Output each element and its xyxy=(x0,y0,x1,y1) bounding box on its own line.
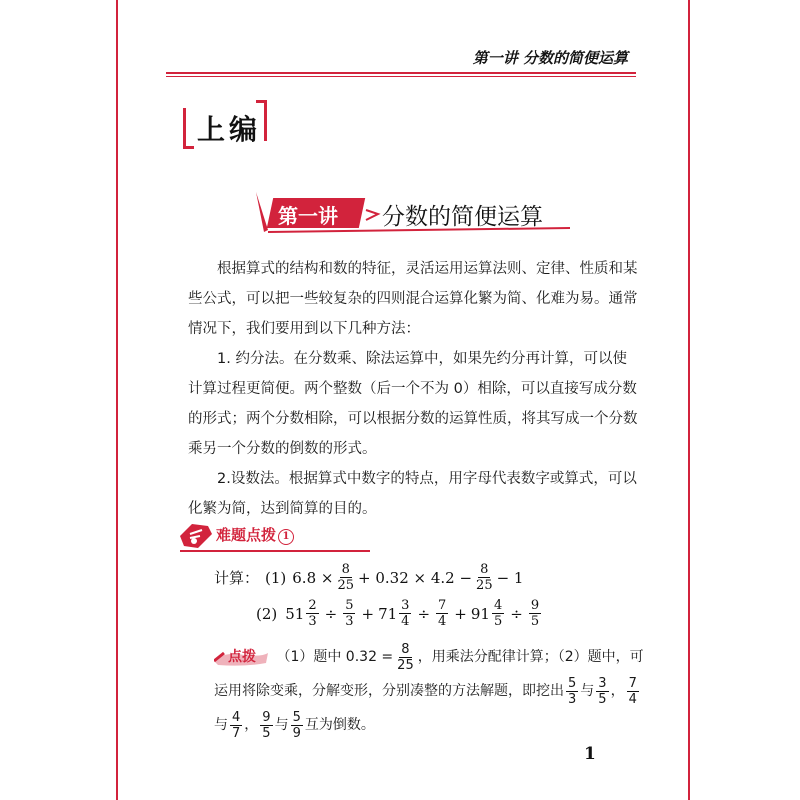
tip-number: 1 xyxy=(278,529,294,545)
problem-prefix: 计算： xyxy=(214,569,260,587)
hint-text: ，用乘法分配律计算；（2）题中，可运用将除变乘，分解变形，分别凑整的方法解题，即挖出 xyxy=(214,649,644,699)
fraction: $\frac{5}{9}$ xyxy=(292,709,301,741)
fraction: $\frac{7}{4}$ xyxy=(438,598,447,629)
section-heading xyxy=(183,100,267,148)
chapter-title xyxy=(254,188,574,238)
hint-badge xyxy=(214,646,272,668)
method-paragraph: 2.设数法。根据算式中数字的特点，用字母代表数字或算式，可以化繁为简，达到简算的目的。 xyxy=(188,471,637,517)
hint-text: 与 xyxy=(214,717,228,733)
intro-text xyxy=(188,254,638,524)
operator: ÷ xyxy=(417,604,431,623)
tip-title xyxy=(216,524,294,545)
book-page xyxy=(116,0,690,800)
fraction: $\frac{8}{25}$ xyxy=(476,562,493,593)
pen-icon xyxy=(178,520,214,550)
bracket-left-decoration xyxy=(183,108,194,149)
running-header: 第一讲 分数的简便运算 xyxy=(472,49,628,67)
math-term: 6.8 × xyxy=(292,568,334,587)
operator: ÷ xyxy=(324,604,338,623)
page-number: 1 xyxy=(584,744,596,764)
fraction: $\frac{7}{4}$ xyxy=(628,675,637,707)
tip-header xyxy=(174,518,374,550)
hint-paragraph xyxy=(214,640,654,742)
chapter-badge-text: 第一讲 xyxy=(278,204,338,228)
operator: + xyxy=(454,604,467,623)
fraction: $\frac{5}{3}$ xyxy=(345,598,354,629)
fraction: $\frac{4}{5}$ xyxy=(493,598,503,629)
hint-text: 与 xyxy=(274,717,289,733)
fraction: $\frac{4}{7}$ xyxy=(232,709,241,741)
hint-text: 与 xyxy=(580,683,595,699)
method-paragraph: 1. 约分法。在分数乘、除法运算中，如果先约分再计算，可以使计算过程更简便。两个整数（后一个不为 0）相除，可以直接写成分数的形式；两个分数相除，可以根据分数的运算性质，将其写成一个分数乘另一个分数的倒数的形式。 xyxy=(188,351,638,457)
header-rule-thin xyxy=(166,76,636,77)
section-label: 上编 xyxy=(197,113,262,146)
fraction: $\frac{8}{25}$ xyxy=(337,562,355,593)
problem-part-2 xyxy=(256,598,543,629)
chapter-name: 分数的简便运算 xyxy=(382,204,543,230)
whole-number: 51 xyxy=(285,604,305,623)
fraction: $\frac{2}{3}$ xyxy=(308,598,317,629)
problem-part-1 xyxy=(214,562,523,593)
operator: ÷ xyxy=(510,604,523,623)
hint-text: （1）题中 0.32 = xyxy=(276,649,394,665)
fraction: $\frac{8}{25}$ xyxy=(397,641,414,673)
fraction: $\frac{3}{5}$ xyxy=(598,675,607,707)
hint-label: 点拨 xyxy=(228,649,256,665)
whole-number: 91 xyxy=(470,604,490,623)
tip-title-text: 难题点拨 xyxy=(216,526,277,544)
whole-number: 71 xyxy=(378,604,398,623)
math-term: + 0.32 × 4.2 − xyxy=(358,568,473,587)
intro-paragraph: 根据算式的结构和数的特征，灵活运用运算法则、定律、性质和某些公式，可以把一些较复杂的四则混合运算化繁为简、化难为易。通常情况下，我们要用到以下几种方法： xyxy=(188,261,638,337)
hint-text: 互为倒数。 xyxy=(304,717,375,733)
problem-label: (1) xyxy=(265,568,287,587)
hint-text: ， xyxy=(244,717,259,733)
hint-text: ， xyxy=(610,683,625,699)
header-rule xyxy=(166,72,636,74)
math-term: − 1 xyxy=(496,568,524,587)
tip-underline xyxy=(180,550,370,552)
fraction: $\frac{9}{5}$ xyxy=(530,598,540,629)
operator: + xyxy=(361,604,375,623)
problem-label: (2) xyxy=(256,604,278,623)
fraction: $\frac{9}{5}$ xyxy=(262,709,271,741)
fraction: $\frac{3}{4}$ xyxy=(401,598,410,629)
fraction: $\frac{5}{3}$ xyxy=(568,675,577,707)
